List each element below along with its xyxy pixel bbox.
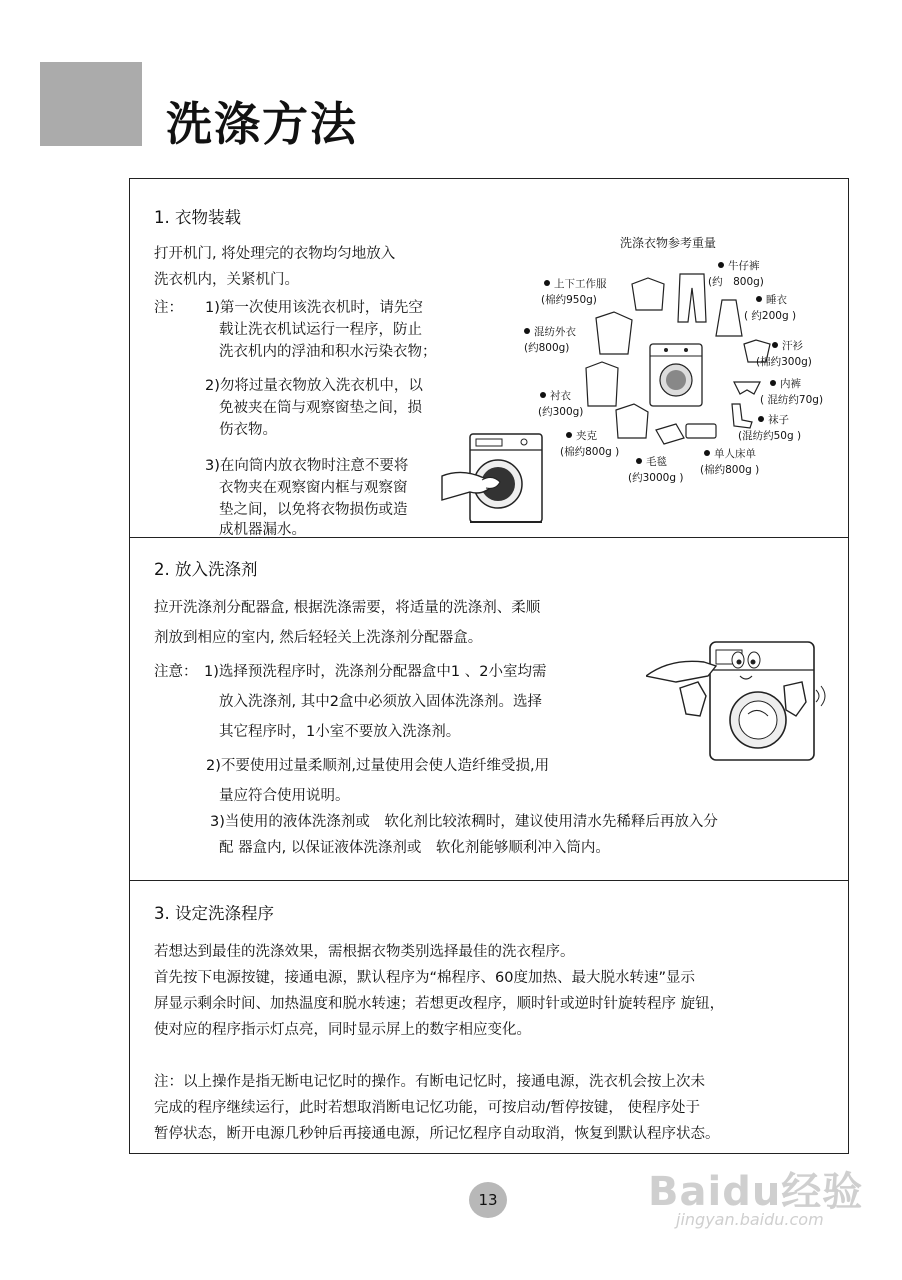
watermark-brand: Baidu经验: [648, 1169, 864, 1215]
section-3-note-line: 注：以上操作是指无断电记忆时的操作。有断电记忆时，接通电源，洗衣机会按上次未: [154, 1074, 705, 1090]
weight-item-label: 单人床单: [704, 446, 756, 461]
weight-item-value: (约3000g ): [628, 472, 684, 484]
weight-item-value: ( 混纺约70g): [760, 394, 824, 406]
section-2-intro-line: 拉开洗涤剂分配器盒, 根据洗涤需要，将适量的洗涤剂、柔顺: [154, 600, 541, 616]
weight-item-value: (棉约800g ): [700, 464, 760, 476]
weight-item-value: (棉约300g): [756, 356, 812, 368]
bullet-icon: [758, 416, 764, 422]
weight-item-value: (约300g): [538, 406, 584, 418]
weight-item-value: (约 800g): [708, 276, 764, 288]
weight-item-value: ( 约200g ): [744, 310, 797, 322]
section-1-note-1-line: 载让洗衣机试运行一程序，防止: [219, 322, 422, 338]
underwear-icon: [734, 382, 760, 394]
pajamas-icon: [716, 300, 742, 336]
section-1-note-2-line: 伤衣物。: [219, 422, 277, 438]
center-washer-icon: [650, 344, 702, 406]
weight-item-label: 上下工作服: [544, 276, 607, 291]
section-2-note-3-line: 3)当使用的液体洗涤剂或 软化剂比较浓稠时，建议使用清水先稀释后再放入分: [210, 814, 718, 830]
socks-icon: [732, 404, 752, 428]
section-1-note-1-line: 1)第一次使用该洗衣机时，请先空: [205, 300, 423, 316]
section-1-note-2-line: 2)勿将过量衣物放入洗衣机中，以: [205, 378, 423, 394]
bullet-icon: [566, 432, 572, 438]
section-3-note-line: 暂停状态，断开电源几秒钟后再接通电源，所记忆程序自动取消，恢复到默认程序状态。: [154, 1126, 720, 1142]
shirt-icon: [586, 362, 618, 406]
section-1-heading: 1. 衣物装载: [154, 208, 241, 227]
washer-character-illustration: [646, 636, 828, 768]
section-1-note-label: 注：: [154, 300, 183, 316]
section-1-note-3-line: 垫之间，以免将衣物损伤或造: [219, 502, 408, 518]
section-1-intro-line: 洗衣机内，关紧机门。: [154, 272, 299, 288]
weight-item-label: 衬衣: [540, 388, 571, 403]
weight-item-label: 睡衣: [756, 292, 787, 307]
weight-item-label: 夹克: [566, 428, 597, 443]
weight-item-label: 混纺外衣: [524, 324, 576, 339]
section-3-paragraph-line: 首先按下电源按键，接通电源，默认程序为“棉程序、60度加热、最大脱水转速”显示: [154, 970, 695, 986]
section-1-intro-line: 打开机门, 将处理完的衣物均匀地放入: [154, 246, 396, 262]
section-2-note-2-line: 2)不要使用过量柔顺剂,过量使用会使人造纤维受损,用: [206, 758, 550, 774]
washer-loading-illustration: [440, 430, 546, 530]
work-clothes-icon: [632, 278, 664, 310]
bullet-icon: [544, 280, 550, 286]
bullet-icon: [770, 380, 776, 386]
section-divider-2: [129, 880, 849, 881]
weight-item-value: (棉约950g): [541, 294, 597, 306]
header-gray-block: [40, 62, 142, 146]
weight-item-value: (混纺约50g ): [738, 430, 802, 442]
section-1-note-3-line: 3)在向筒内放衣物时注意不要将: [205, 458, 409, 474]
bullet-icon: [524, 328, 530, 334]
bed-sheet-icon: [686, 424, 716, 438]
weight-item-label: 毛毯: [636, 454, 667, 469]
section-2-intro-line: 剂放到相应的室内, 然后轻轻关上洗涤剂分配器盒。: [154, 630, 483, 646]
bullet-icon: [756, 296, 762, 302]
bullet-icon: [636, 458, 642, 464]
section-2-note-1-line: 其它程序时，1小室不要放入洗涤剂。: [219, 724, 461, 740]
bullet-icon: [704, 450, 710, 456]
section-1-note-3-line: 衣物夹在观察窗内框与观察窗: [219, 480, 408, 496]
weight-item-value: (约800g): [524, 342, 570, 354]
jeans-icon: [678, 274, 706, 322]
section-2-note-2-line: 量应符合使用说明。: [219, 788, 350, 804]
jacket-icon: [616, 404, 648, 438]
page-title: 洗涤方法: [166, 97, 358, 151]
blanket-icon: [656, 424, 684, 444]
section-3-note-line: 完成的程序继续运行，此时若想取消断电记忆功能，可按启动/暂停按键， 使程序处于: [154, 1100, 700, 1116]
watermark-url: jingyan.baidu.com: [676, 1210, 824, 1229]
weight-item-label: 牛仔裤: [718, 258, 760, 273]
section-2-note-1-line: 放入洗涤剂, 其中2盒中必须放入固体洗涤剂。选择: [219, 694, 542, 710]
section-2-note-3-line: 配 器盒内, 以保证液体洗涤剂或 软化剂能够顺利冲入筒内。: [219, 840, 610, 856]
section-2-heading: 2. 放入洗涤剂: [154, 560, 258, 579]
section-1-note-2-line: 免被夹在筒与观察窗垫之间，损: [219, 400, 422, 416]
coat-icon: [596, 312, 632, 354]
weight-item-label: 内裤: [770, 376, 801, 391]
page-number: 13: [469, 1182, 507, 1218]
section-3-paragraph-line: 若想达到最佳的洗涤效果，需根据衣物类别选择最佳的洗衣程序。: [154, 944, 575, 960]
weight-item-value: (棉约800g ): [560, 446, 620, 458]
weight-chart-title: 洗涤衣物参考重量: [620, 236, 717, 250]
bullet-icon: [718, 262, 724, 268]
section-3-paragraph-line: 屏显示剩余时间、加热温度和脱水转速；若想更改程序，顺时针或逆时针旋转程序 旋钮，: [154, 996, 725, 1012]
section-1-note-1-line: 洗衣机内的浮油和积水污染衣物；: [219, 344, 437, 360]
section-1-note-3-line: 成机器漏水。: [219, 522, 306, 538]
section-3-heading: 3. 设定洗涤程序: [154, 904, 274, 923]
section-2-note-label: 注意：: [154, 664, 198, 680]
section-3-paragraph-line: 使对应的程序指示灯点亮，同时显示屏上的数字相应变化。: [154, 1022, 531, 1038]
weight-item-label: 袜子: [758, 412, 789, 427]
weight-item-label: 汗衫: [772, 338, 803, 353]
bullet-icon: [772, 342, 778, 348]
bullet-icon: [540, 392, 546, 398]
section-2-note-1-line: 1)选择预洗程序时，洗涤剂分配器盒中1 、2小室均需: [204, 664, 547, 680]
